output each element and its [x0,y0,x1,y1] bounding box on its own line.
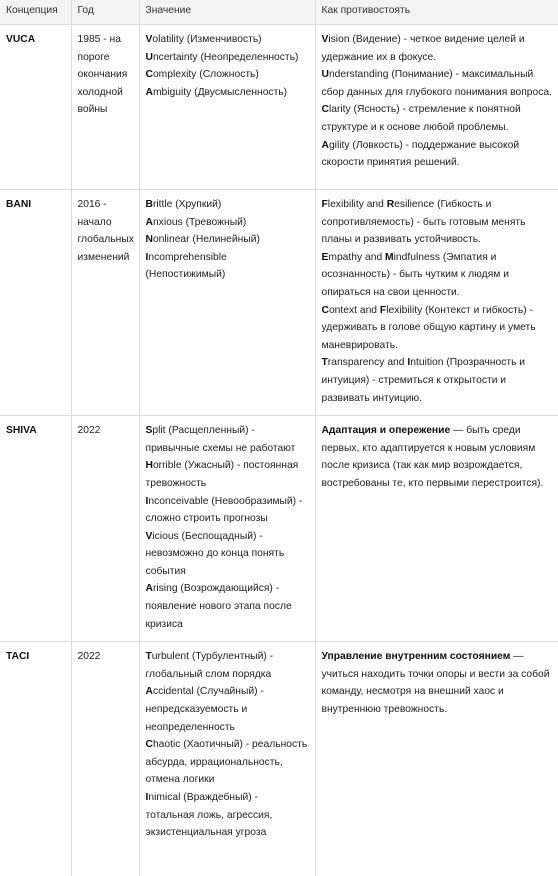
meaning-cell [139,25,315,190]
counter-cell [315,25,558,190]
meaning-item: Complexity (Сложность) [145,69,259,81]
table-row-shiva [0,416,558,642]
concept-cell: TACI [0,642,71,876]
year-cell: 2022 [71,416,139,642]
concept-cell: SHIVA [0,416,71,642]
counter-text: — быть среди первых, кто адаптируется к новым условиям после кризиса (так как мир возрождается, востребованы те, кто первыми перестроится). [321,425,544,489]
counter-cell [315,416,558,642]
meaning-item: Chaotic (Хаотичный) - реальность абсурда, иррациональность, отмена логики [145,739,308,786]
meaning-item: Inimical (Враждебный) - тотальная ложь, агрессия, экзистенциальная угроза [145,792,273,839]
counter-item: Understanding (Понимание) - максимальный сбор данных для глубокого понимания вопроса. [321,69,552,98]
meaning-item: Brittle (Хрупкий) [145,199,222,210]
meaning-item: Split (Расщепленный) - привычные схемы не работают [145,425,296,454]
year-cell: 1985 - на пороге окончания холодной войны [71,25,139,190]
header-year: Год [71,0,139,25]
counter-text: — учиться находить точки опоры и вести за собой команду, несмотря на внешний хаос и внутреннюю тревожность. [321,651,550,716]
year-cell: 2016 - начало глобальных изменений [71,190,139,416]
meaning-item: Volatility (Изменчивость) [145,34,262,45]
meaning-item: Incomprehensible (Непостижимый) [145,251,227,281]
counter-item: Empathy and Mindfulness (Эмпатия и осознанность) - быть чутким к людям и опираться на свои ценности. [321,251,509,298]
header-concept: Концепция [0,0,71,25]
header-meaning: Значение [139,0,315,25]
counter-item: Transparency and Intuition (Прозрачность и интуиция) - стремиться к открытости и развивать интуицию. [321,357,526,404]
meaning-item: Ambiguity (Двусмысленность) [145,86,288,98]
counter-cell [315,190,558,416]
counter-heading: Адаптация и опережение [321,425,451,437]
meaning-item: Vicious (Беспощадный) - невозможно до конца понять события [145,530,285,577]
counter-item: Agility (Ловкость) - поддержание высокой скорости принятия решений. [321,139,520,169]
year-cell: 2022 [71,642,139,876]
meaning-item: Inconceivable (Невообразимый) - сложно строить прогнозы [145,495,303,525]
counter-item: Context and Flexibility (Контекст и гибкость) - удерживать в голове общую картину и уметь маневрировать. [321,304,536,351]
meaning-item: Anxious (Тревожный) [145,216,247,228]
meaning-item: Accidental (Случайный) - непредсказуемость и неопределенность [145,686,264,733]
header-counter: Как противостоять [315,0,558,25]
table-row-vuca [0,25,558,190]
counter-heading: Управление внутренним состоянием [321,651,511,663]
counter-item: Flexibility and Resilience (Гибкость и сопротивляемость) - быть готовым менять планы и развивать устойчивость. [321,199,526,246]
meaning-item: Uncertainty (Неопределенность) [145,51,299,63]
meaning-item: Horrible (Ужасный) - постоянная тревожность [145,460,299,489]
meaning-cell [139,190,315,416]
counter-item: Clarity (Ясность) - стремление к понятной структуре и к основе любой проблемы. [321,104,521,133]
concept-cell: BANI [0,190,71,416]
meaning-item: Turbulent (Турбулентный) - глобальный слом порядка [145,651,274,680]
counter-item: Vision (Видение) - четкое видение целей и удержание их в фокусе. [321,34,525,63]
meaning-item: Nonlinear (Нелинейный) [145,234,260,246]
table-row-bani [0,190,558,416]
meaning-item: Arising (Возрождающийся) - появление нового этапа после кризиса [145,583,292,630]
concept-cell: VUCA [0,25,71,190]
meaning-cell [139,416,315,642]
table-header-row [0,0,558,25]
